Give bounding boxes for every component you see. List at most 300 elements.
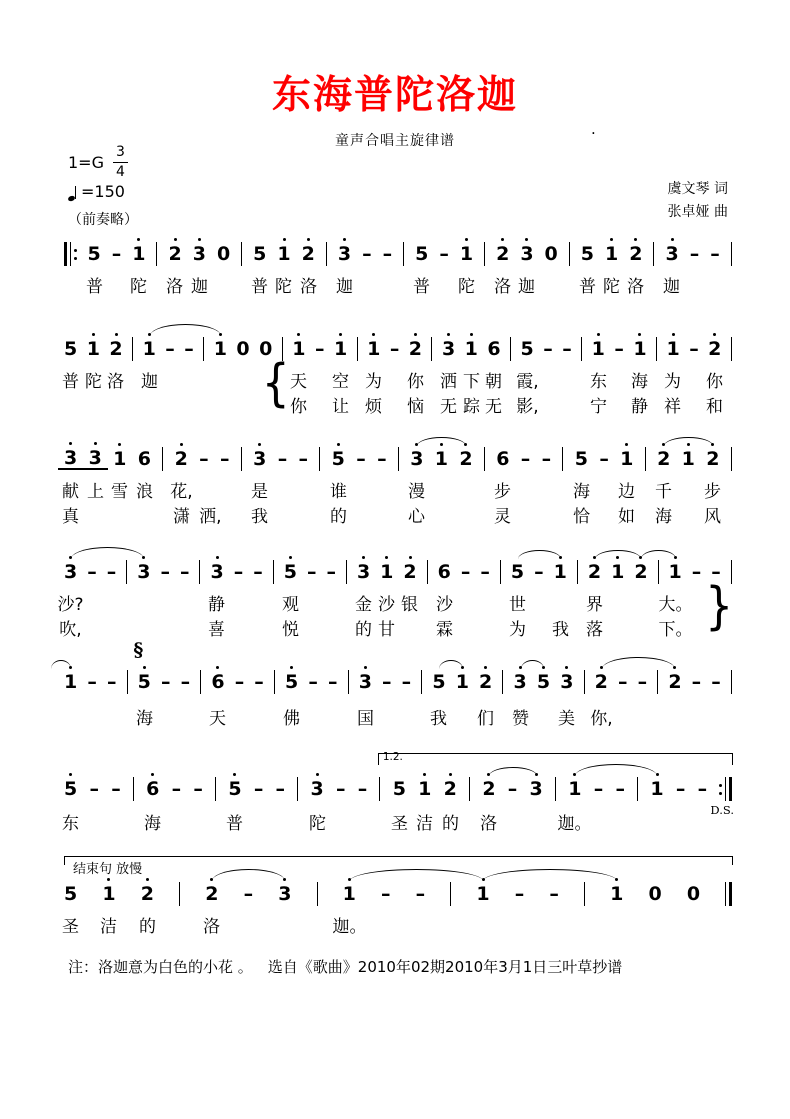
barline-stroke	[326, 242, 327, 266]
lyric-syllable: 为	[509, 620, 526, 640]
lyric-syllable: 空	[332, 372, 349, 392]
note-2: 2	[459, 448, 473, 470]
note-1: 1	[464, 338, 478, 360]
lyric-syllable: 恼	[407, 397, 424, 417]
duration-dash: –	[308, 671, 318, 693]
slur	[602, 657, 675, 669]
note-3: 3	[278, 883, 292, 905]
barline-stroke	[510, 337, 511, 361]
barline-stroke	[658, 560, 659, 584]
note-2: 2	[668, 671, 682, 693]
note-1: 1	[113, 448, 127, 470]
duration-dash: –	[106, 561, 117, 583]
lyric-syllable: 朝	[485, 372, 502, 392]
barline-stroke	[584, 882, 585, 906]
duration-dash: –	[87, 561, 97, 583]
duration-dash: –	[335, 778, 346, 800]
barline-stroke	[403, 242, 404, 266]
slur	[51, 660, 71, 669]
lyric-syllable: 你	[290, 397, 307, 417]
barline-stroke	[450, 882, 451, 906]
duration-dash: –	[675, 778, 686, 800]
duration-dash: –	[534, 561, 544, 583]
barline-stroke	[273, 560, 274, 584]
lyric-syllable: 金	[355, 595, 372, 615]
duration-dash: –	[87, 671, 97, 693]
system-6	[62, 751, 734, 835]
note-1: 1	[292, 338, 306, 360]
duration-dash: –	[199, 448, 209, 470]
note-3: 3	[665, 243, 679, 265]
lyrics-row	[64, 392, 732, 417]
duration-dash: –	[179, 561, 190, 583]
lyric-syllable: 献	[62, 482, 79, 502]
lyric-syllable: 洛	[627, 277, 644, 297]
duration-dash: –	[697, 778, 708, 800]
lyric-syllable: 千	[655, 482, 672, 502]
repeat-dot	[74, 249, 77, 252]
duration-dash: –	[377, 448, 387, 470]
lyric-syllable: 雪	[111, 482, 128, 502]
barline-stroke	[469, 777, 470, 801]
barline-stroke	[484, 447, 485, 471]
note-3: 3	[358, 671, 372, 693]
barline-stroke	[657, 670, 658, 694]
duration-dash: –	[593, 778, 604, 800]
note-2: 2	[443, 778, 457, 800]
barline-stroke	[199, 560, 200, 584]
lyric-syllable: 沙	[436, 595, 453, 615]
barline-stroke	[729, 777, 732, 801]
lyric-syllable: 海	[655, 507, 672, 527]
lyric-syllable: 落	[586, 620, 603, 640]
note-2: 2	[205, 883, 219, 905]
lyric-syllable: 灵	[494, 507, 511, 527]
barline-stroke	[731, 447, 732, 471]
note-5: 5	[510, 561, 525, 583]
note-3: 3	[560, 671, 574, 693]
barline-stroke	[346, 560, 347, 584]
duration-dash: –	[357, 778, 368, 800]
note-3: 3	[253, 448, 267, 470]
duration-dash: –	[298, 448, 309, 470]
lyric-syllable: 花,	[170, 482, 193, 502]
lyric-syllable: 世	[509, 595, 526, 615]
duration-dash: –	[507, 778, 518, 800]
barline-stroke	[656, 337, 657, 361]
duration-dash: –	[637, 671, 648, 693]
note-3: 3	[64, 561, 78, 583]
note-3: 3	[310, 778, 324, 800]
duration-dash: –	[277, 448, 288, 470]
duration-dash: –	[219, 448, 230, 470]
note-1: 1	[102, 883, 116, 905]
slur	[575, 764, 657, 776]
lyric-syllable: 我	[552, 620, 569, 640]
lyrics-row	[62, 367, 732, 392]
lyric-syllable: 心	[408, 507, 425, 527]
duration-dash: –	[689, 338, 699, 360]
note-6: 6	[137, 448, 151, 470]
note-3: 3	[356, 561, 371, 583]
lyricist-credit: 虞文琴 词	[667, 181, 728, 197]
repeat-dots	[74, 242, 77, 266]
note-0: 0	[544, 243, 558, 265]
note-1: 1	[476, 883, 490, 905]
lyric-syllable: 浪	[136, 482, 153, 502]
note-5: 5	[253, 243, 267, 265]
duration-dash: –	[562, 338, 572, 360]
barline-stroke	[555, 777, 556, 801]
lyric-syllable: 你	[706, 372, 723, 392]
note-1: 1	[132, 243, 146, 265]
note-1: 1	[633, 338, 647, 360]
note-1: 1	[681, 448, 695, 470]
lyric-syllable: 我	[251, 507, 268, 527]
note-2: 2	[706, 448, 720, 470]
note-3: 3	[83, 448, 108, 470]
system-1	[64, 230, 732, 298]
barline-stroke	[179, 882, 180, 906]
note-1: 1	[568, 778, 582, 800]
duration-dash: –	[180, 671, 191, 693]
note-6: 6	[487, 338, 501, 360]
barline-stroke	[569, 242, 570, 266]
barline-stroke	[297, 777, 298, 801]
slur	[71, 547, 144, 559]
barline-stroke	[645, 447, 646, 471]
duration-dash: –	[243, 883, 254, 905]
duration-dash: –	[253, 778, 264, 800]
lyric-syllable: 静	[208, 595, 225, 615]
lyric-syllable: 洛	[107, 372, 124, 392]
duration-dash: –	[541, 448, 552, 470]
note-0: 0	[648, 883, 662, 905]
barline-stroke	[584, 670, 585, 694]
lyric-syllable: 的	[139, 917, 156, 937]
lyric-syllable: 你,	[590, 709, 613, 729]
note-2: 2	[594, 671, 608, 693]
lyrics-row	[64, 272, 732, 297]
lyric-syllable: 和	[706, 397, 723, 417]
duration-dash: –	[362, 243, 372, 265]
lyric-syllable: 观	[282, 595, 299, 615]
duration-dash: –	[254, 671, 264, 693]
footnote	[68, 956, 622, 977]
lyrics-row	[62, 809, 732, 834]
lyric-syllable: 漫	[408, 482, 425, 502]
lyric-syllable: 影,	[516, 397, 539, 417]
ending-bracket-label: 结束句 放慢	[73, 862, 143, 877]
note-1: 1	[650, 778, 664, 800]
barline-stroke	[427, 560, 428, 584]
note-6: 6	[496, 448, 510, 470]
lyric-syllable: 洁	[416, 814, 433, 834]
note-1: 1	[342, 883, 356, 905]
time-signature-numerator: 3	[113, 144, 128, 162]
note-2: 2	[301, 243, 315, 265]
lyric-syllable: 国	[357, 709, 374, 729]
note-2: 2	[109, 338, 123, 360]
segno-icon: §	[133, 639, 144, 661]
system-4	[57, 548, 734, 641]
lyric-syllable: 沙	[378, 595, 395, 615]
note-1: 1	[459, 243, 474, 265]
repeat-end	[719, 777, 732, 801]
duration-dash: –	[480, 561, 490, 583]
barline-stroke	[348, 670, 349, 694]
system-7	[62, 862, 732, 938]
dal-segno-label: D.S.	[710, 803, 734, 817]
lyric-syllable: 天	[290, 372, 307, 392]
duration-dash: –	[617, 671, 628, 693]
lyric-syllable: 陀	[603, 277, 620, 297]
lyric-syllable: 潇	[173, 507, 190, 527]
note-5: 5	[574, 448, 589, 470]
duration-dash: –	[382, 243, 393, 265]
composer-credit: 张卓娅 曲	[667, 204, 728, 220]
slur	[641, 550, 676, 559]
duration-dash: –	[111, 778, 121, 800]
lyric-syllable: 步	[494, 482, 511, 502]
duration-dash: –	[415, 883, 426, 905]
note-3: 3	[337, 243, 352, 265]
note-6: 6	[146, 778, 160, 800]
notes-row	[64, 882, 732, 906]
system-5	[64, 639, 732, 730]
lyric-syllable: 如	[618, 507, 635, 527]
slur	[150, 324, 221, 336]
lyric-syllable: 喜	[208, 620, 225, 640]
barline-stroke	[731, 242, 732, 266]
note-1: 1	[213, 338, 227, 360]
final-barline	[725, 882, 732, 906]
slur	[518, 550, 561, 559]
notes-row	[64, 670, 732, 694]
duration-dash: –	[439, 243, 449, 265]
barline-stroke	[421, 670, 422, 694]
note-0: 0	[236, 338, 250, 360]
note-6: 6	[211, 671, 225, 693]
notes-row	[64, 337, 732, 361]
duration-dash: –	[460, 561, 471, 583]
note-1: 1	[380, 561, 394, 583]
lyrics-row	[59, 615, 732, 640]
barline-stroke	[731, 670, 732, 694]
note-0: 0	[216, 243, 231, 265]
lyric-syllable: 陀	[275, 277, 292, 297]
lyric-syllable: 恰	[573, 507, 590, 527]
note-2: 2	[657, 448, 671, 470]
barline-stroke	[398, 447, 399, 471]
note-2: 2	[629, 243, 643, 265]
note-5: 5	[137, 671, 151, 693]
note-0: 0	[259, 338, 273, 360]
duration-dash: –	[543, 338, 553, 360]
duration-dash: –	[389, 338, 400, 360]
barline-stroke	[200, 670, 201, 694]
barline-stroke	[162, 447, 163, 471]
lyric-syllable: 踪	[463, 397, 480, 417]
barline-stroke	[132, 337, 133, 361]
lyric-syllable: 迦。	[557, 814, 592, 834]
lyric-syllable: 下	[463, 372, 480, 392]
notes-row	[64, 242, 732, 266]
note-1: 1	[605, 243, 619, 265]
note-5: 5	[283, 561, 297, 583]
barline-stroke	[562, 447, 563, 471]
note-3: 3	[441, 338, 456, 360]
note-5: 5	[392, 778, 406, 800]
lyric-syllable: 边	[618, 482, 635, 502]
lyric-syllable: 迦	[336, 277, 353, 297]
intro-note: （前奏略）	[68, 212, 138, 228]
lyric-syllable: 普	[413, 277, 430, 297]
duration-dash: –	[306, 561, 317, 583]
volta-bracket	[378, 753, 733, 765]
note-1: 1	[610, 883, 624, 905]
lyric-syllable: 普	[62, 372, 79, 392]
lyric-syllable: 风	[704, 507, 721, 527]
duration-dash: –	[711, 671, 721, 693]
barline-stroke	[241, 447, 242, 471]
lyric-syllable: 下。	[658, 620, 693, 640]
duration-dash: –	[710, 243, 720, 265]
lyric-syllable: 为	[365, 372, 382, 392]
lyric-syllable: 东	[62, 814, 79, 834]
lyric-syllable: 海	[136, 709, 153, 729]
lyric-syllable: 甘	[378, 620, 395, 640]
slur	[483, 869, 617, 881]
duration-dash: –	[184, 338, 194, 360]
notes-row	[64, 560, 732, 584]
lyric-syllable: 是	[251, 482, 268, 502]
barline-stroke	[653, 242, 654, 266]
note-2: 2	[479, 671, 493, 693]
lyric-syllable: 东	[590, 372, 607, 392]
duration-dash: –	[160, 561, 170, 583]
barline-stroke	[725, 777, 727, 801]
lyric-syllable: 迦	[663, 277, 680, 297]
duration-dash: –	[89, 778, 99, 800]
duration-dash: –	[599, 448, 609, 470]
lyrics-row	[57, 590, 732, 615]
lyric-syllable: 普	[226, 814, 243, 834]
lyric-syllable: 无	[440, 397, 457, 417]
key-signature: 1=G	[68, 152, 104, 172]
barline-stroke	[241, 242, 242, 266]
repeat-dot	[719, 784, 722, 787]
duration-dash: –	[161, 671, 171, 693]
duration-dash: –	[514, 883, 525, 905]
note-3: 3	[410, 448, 424, 470]
lyric-syllable: 普	[86, 277, 103, 297]
note-1: 1	[142, 338, 156, 360]
duration-dash: –	[689, 243, 700, 265]
duration-dash: –	[314, 338, 325, 360]
barline-stroke	[725, 882, 726, 906]
duration-dash: –	[711, 561, 721, 583]
note-1: 1	[611, 561, 625, 583]
note-1: 1	[333, 338, 348, 360]
lyric-syllable: 静	[631, 397, 648, 417]
lyric-syllable: 迦	[141, 372, 158, 392]
note-5: 5	[228, 778, 242, 800]
lyric-syllable: 银	[401, 595, 418, 615]
lyric-syllable: 天	[209, 709, 226, 729]
note-5: 5	[64, 883, 78, 905]
note-1: 1	[666, 338, 680, 360]
lyric-syllable: 陀	[309, 814, 326, 834]
barline-stroke	[203, 337, 204, 361]
duration-dash: –	[234, 671, 245, 693]
footnote-source: 选自《歌曲》2010年02期2010年3月1日三叶草抄谱	[267, 958, 623, 976]
notes-row	[64, 447, 732, 471]
note-3: 3	[529, 778, 543, 800]
note-3: 3	[137, 561, 151, 583]
lyric-syllable: 谁	[330, 482, 347, 502]
note-2: 2	[168, 243, 182, 265]
note-3: 3	[192, 243, 206, 265]
volta-label: 1.2.	[382, 751, 403, 763]
barline-stroke	[357, 337, 358, 361]
lyric-syllable: 洛	[203, 917, 220, 937]
lyric-syllable: 洒	[440, 372, 457, 392]
song-title: 东海普陀洛迦	[271, 72, 518, 118]
lyric-syllable: 海	[573, 482, 590, 502]
duration-dash: –	[614, 338, 624, 360]
lyric-syllable: 们	[477, 709, 494, 729]
note-2: 2	[496, 243, 510, 265]
note-5: 5	[580, 243, 595, 265]
barline-stroke	[127, 670, 128, 694]
lyric-syllable: 迦。	[332, 917, 367, 937]
slur	[439, 660, 463, 669]
lyric-syllable: 我	[430, 709, 447, 729]
barline-stroke	[502, 670, 503, 694]
note-1: 1	[620, 448, 634, 470]
lyric-syllable: 洛	[494, 277, 511, 297]
lyric-syllable: 洛	[166, 277, 183, 297]
lyric-syllable: 普	[579, 277, 596, 297]
note-1: 1	[591, 338, 605, 360]
barline-stroke	[379, 777, 380, 801]
lyric-syllable: 迦	[191, 277, 208, 297]
lyrics-brace-close: }	[705, 577, 734, 636]
barline-stroke	[431, 337, 432, 361]
duration-dash: –	[193, 778, 203, 800]
note-0: 0	[686, 883, 701, 905]
lyric-syllable: 陀	[458, 277, 475, 297]
slur	[489, 767, 537, 776]
lyrics-brace-open: {	[261, 354, 290, 413]
lyrics-row	[64, 704, 732, 729]
note-5: 5	[520, 338, 534, 360]
lyric-syllable: 让	[332, 397, 349, 417]
note-5: 5	[64, 338, 78, 360]
duration-dash: –	[111, 243, 122, 265]
duration-dash: –	[691, 671, 702, 693]
slur	[350, 869, 483, 881]
note-2: 2	[587, 561, 602, 583]
duration-dash: –	[381, 883, 391, 905]
barline-stroke	[319, 447, 320, 471]
lyric-syllable: 真	[62, 507, 79, 527]
lyric-syllable: 圣	[62, 917, 79, 937]
lyric-syllable: 美	[558, 709, 575, 729]
lyric-syllable: 你	[407, 372, 424, 392]
lyric-syllable: 界	[586, 595, 603, 615]
